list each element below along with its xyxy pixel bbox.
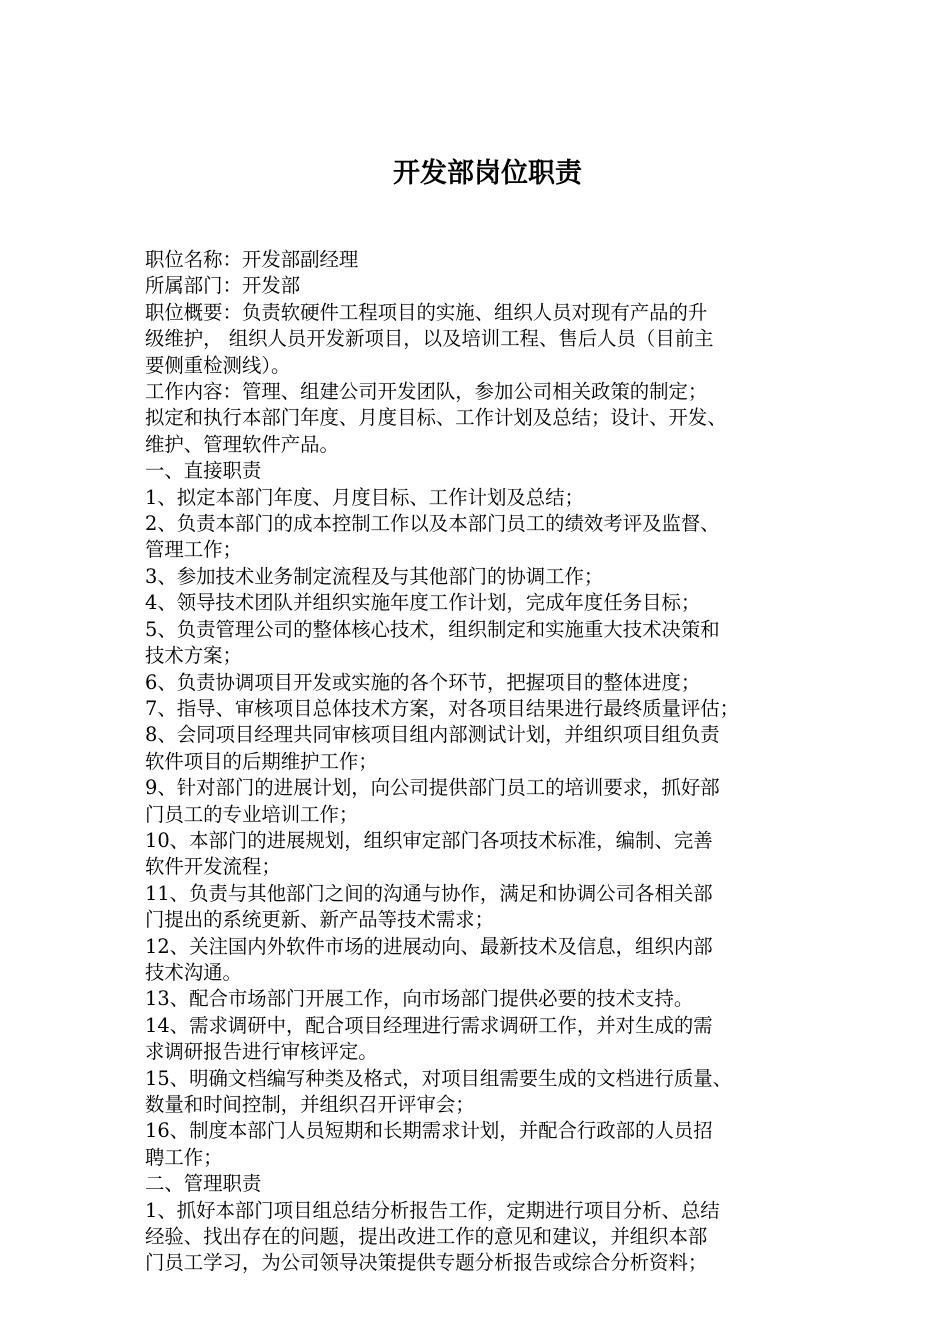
body-line: 13、配合市场部门开展工作，向市场部门提供必要的技术支持。 (145, 987, 694, 1011)
body-line: 职位概要：负责软硬件工程项目的实施、组织人员对现有产品的升 (145, 300, 708, 324)
body-line: 门员工学习，为公司领导决策提供专题分析报告或综合分析资料； (145, 1251, 708, 1275)
body-line: 15、明确文档编写种类及格式，对项目组需要生成的文档进行质量、 (145, 1066, 733, 1090)
body-line: 经验、找出存在的问题，提出改进工作的意见和建议，并组织本部 (145, 1225, 708, 1249)
body-line: 16、制度本部门人员短期和长期需求计划，并配合行政部的人员招 (145, 1119, 713, 1143)
section-heading: 一、直接职责 (145, 459, 262, 483)
body-line: 11、负责与其他部门之间的沟通与协作，满足和协调公司各相关部 (145, 881, 713, 905)
body-line: 14、需求调研中，配合项目经理进行需求调研工作，并对生成的需 (145, 1013, 713, 1037)
body-line: 软件开发流程； (145, 855, 281, 879)
body-line: 软件项目的后期维护工作； (145, 749, 378, 773)
body-line: 1、拟定本部门年度、月度目标、工作计划及总结； (145, 485, 584, 509)
body-line: 工作内容：管理、组建公司开发团队，参加公司相关政策的制定； (145, 380, 708, 404)
section-heading: 二、管理职责 (145, 1172, 262, 1196)
body-line: 技术沟通。 (145, 960, 242, 984)
body-line: 管理工作； (145, 538, 242, 562)
body-line: 5、负责管理公司的整体核心技术，组织制定和实施重大技术决策和 (145, 617, 720, 641)
body-line: 职位名称：开发部副经理 (145, 248, 359, 271)
body-line: 所属部门：开发部 (145, 274, 301, 298)
body-line: 求调研报告进行审核评定。 (145, 1040, 378, 1064)
body-line: 8、会同项目经理共同审核项目组内部测试计划，并组织项目组负责 (145, 723, 720, 747)
body-line: 门员工的专业培训工作； (145, 802, 359, 826)
body-line: 12、关注国内外软件市场的进展动向、最新技术及信息，组织内部 (145, 934, 713, 958)
document-body (145, 247, 815, 1277)
body-line: 10、本部门的进展规划，组织审定部门各项技术标准，编制、完善 (145, 828, 713, 852)
body-line: 维护、管理软件产品。 (145, 432, 339, 456)
body-line: 技术方案； (145, 644, 242, 668)
body-line: 聘工作； (145, 1145, 223, 1169)
body-line: 数量和时间控制，并组织召开评审会； (145, 1093, 475, 1116)
body-line: 6、负责协调项目开发或实施的各个环节，把握项目的整体进度； (145, 670, 701, 694)
body-line: 要侧重检测线）。 (145, 353, 291, 377)
body-line: 拟定和执行本部门年度、月度目标、工作计划及总结；设计、开发、 (145, 406, 727, 430)
document-title: 开发部岗位职责 (393, 158, 582, 189)
body-line: 3、参加技术业务制定流程及与其他部门的协调工作； (145, 564, 604, 588)
body-line: 门提出的系统更新、新产品等技术需求； (145, 908, 495, 932)
body-line: 9、针对部门的进展计划，向公司提供部门员工的培训要求，抓好部 (145, 776, 720, 800)
body-line: 级维护， 组织人员开发新项目，以及培训工程、售后人员（目前主 (145, 327, 714, 351)
body-line: 4、领导技术团队并组织实施年度工作计划，完成年度任务目标； (145, 591, 701, 615)
body-line: 2、负责本部门的成本控制工作以及本部门员工的绩效考评及监督、 (145, 512, 720, 536)
body-line: 7、指导、审核项目总体技术方案，对各项目结果进行最终质量评估； (145, 696, 740, 720)
body-line: 1、抓好本部门项目组总结分析报告工作，定期进行项目分析、总结 (145, 1198, 720, 1222)
